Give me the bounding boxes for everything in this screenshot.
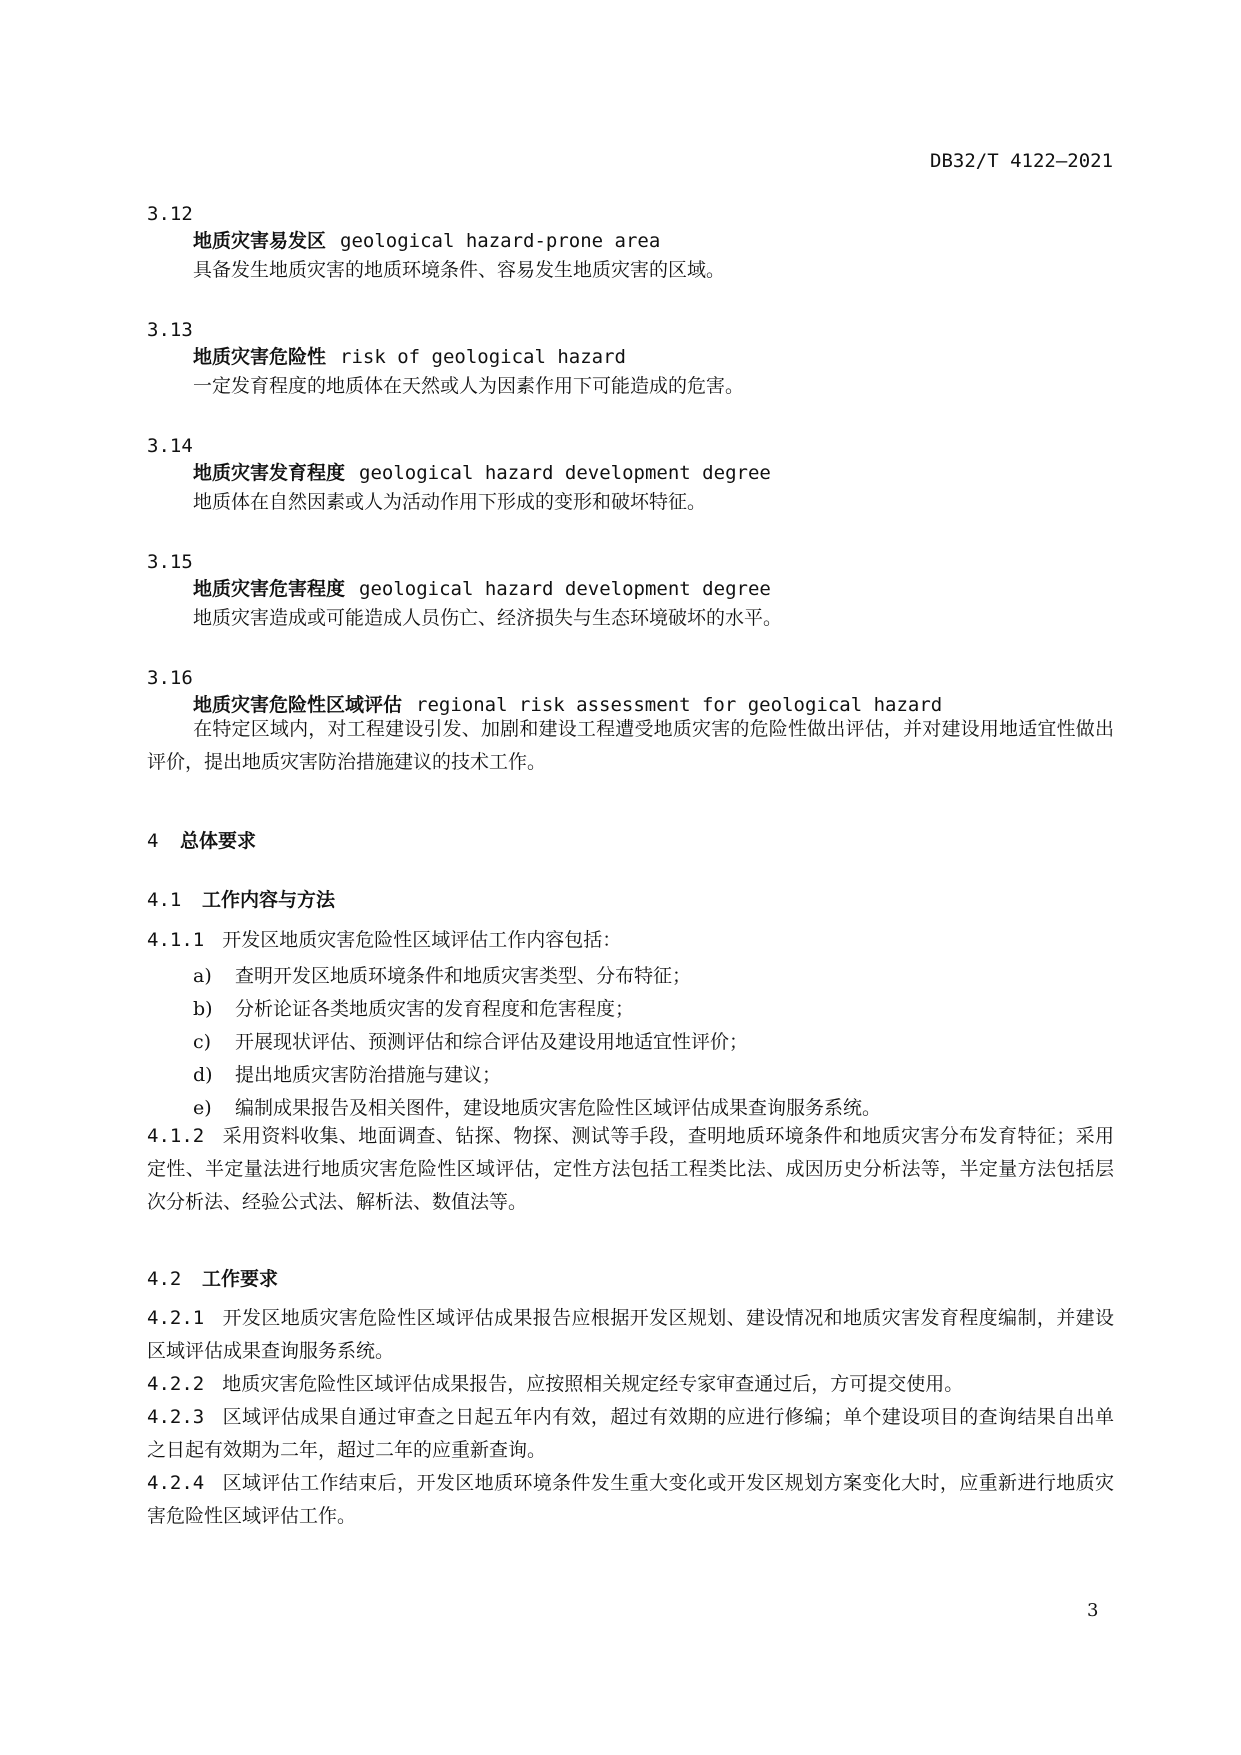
clause: [147, 1120, 1114, 1219]
standard-code: DB32/T 4122—2021: [930, 150, 1114, 172]
section-title: 总体要求: [180, 830, 257, 852]
term-en: geological hazard-prone area: [340, 230, 661, 252]
list-marker: e): [193, 1097, 212, 1119]
section-heading: [147, 826, 256, 853]
term-number: 3.12: [147, 203, 193, 225]
list-marker: b): [193, 998, 213, 1020]
section-number: 4: [147, 830, 159, 852]
clause-number: 4.2.3: [147, 1406, 205, 1428]
list-marker: d): [193, 1064, 213, 1086]
list-text: 提出地质灾害防治措施与建议；: [235, 1064, 502, 1086]
clause: [147, 924, 1114, 957]
clause-number: 4.2.2: [147, 1373, 205, 1395]
clause-number: 4.1.1: [147, 929, 205, 951]
term-title: [193, 574, 771, 601]
clause-text: 采用资料收集、地面调查、钻探、物探、测试等手段，查明地质环境条件和地质灾害分布发育特征；采用定性、半定量法进行地质灾害危险性区域评估，定性方法包括工程类比法、成因历史分析法等，半定量方法包括层次分析法、经验公式法、解析法、数值法等。: [147, 1125, 1114, 1213]
term-definition: 地质灾害造成或可能造成人员伤亡、经济损失与生态环境破坏的水平。: [193, 607, 783, 629]
term-number: 3.15: [147, 551, 193, 573]
subsection-heading: [147, 1264, 278, 1291]
list-marker: a): [193, 965, 212, 987]
subsection-number: 4.1: [147, 889, 182, 911]
term-zh: 地质灾害危险性: [193, 346, 327, 368]
term-number: 3.13: [147, 319, 193, 341]
term-zh: 地质灾害危险性区域评估: [193, 694, 403, 716]
subsection-number: 4.2: [147, 1268, 182, 1290]
list-text: 编制成果报告及相关图件，建设地质灾害危险性区域评估成果查询服务系统。: [235, 1097, 882, 1119]
term-title: [193, 226, 660, 253]
subsection-title: 工作要求: [202, 1268, 279, 1290]
term-definition-text: 在特定区域内，对工程建设引发、加剧和建设工程遭受地质灾害的危险性做出评估，并对建设用地适宜性做出评价，提出地质灾害防治措施建议的技术工作。: [147, 718, 1114, 773]
clause-text: 区域评估成果自通过审查之日起五年内有效，超过有效期的应进行修编；单个建设项目的查询结果自出单之日起有效期为二年，超过二年的应重新查询。: [147, 1406, 1114, 1461]
term-en: risk of geological hazard: [340, 346, 626, 368]
clause-number: 4.1.2: [147, 1125, 205, 1147]
term-definition: 地质体在自然因素或人为活动作用下形成的变形和破坏特征。: [193, 491, 707, 513]
clause: [147, 1302, 1114, 1368]
clause-text: 区域评估工作结束后，开发区地质环境条件发生重大变化或开发区规划方案变化大时，应重新进行地质灾害危险性区域评估工作。: [147, 1472, 1114, 1527]
term-definition: [147, 713, 1114, 779]
clause: [147, 1401, 1114, 1467]
list-item: [193, 1027, 748, 1054]
clause-number: 4.2.1: [147, 1307, 205, 1329]
page-number: 3: [1087, 1600, 1099, 1621]
clause: [147, 1467, 1114, 1533]
term-title: [193, 342, 626, 369]
term-number: 3.16: [147, 667, 193, 689]
list-item: [193, 994, 634, 1021]
list-item: [193, 961, 691, 988]
list-text: 开展现状评估、预测评估和综合评估及建设用地适宜性评价；: [235, 1031, 749, 1053]
list-item: [193, 1093, 881, 1120]
term-en: geological hazard development degree: [359, 578, 771, 600]
list-item: [193, 1060, 501, 1087]
list-marker: c): [193, 1031, 212, 1053]
term-en: geological hazard development degree: [359, 462, 771, 484]
term-number: 3.14: [147, 435, 193, 457]
clause-text: 开发区地质灾害危险性区域评估工作内容包括：: [222, 929, 622, 951]
term-zh: 地质灾害发育程度: [193, 462, 346, 484]
term-zh: 地质灾害危害程度: [193, 578, 346, 600]
term-definition: 一定发育程度的地质体在天然或人为因素作用下可能造成的危害。: [193, 375, 745, 397]
subsection-title: 工作内容与方法: [202, 889, 336, 911]
clause-text: 地质灾害危险性区域评估成果报告，应按照相关规定经专家审查通过后，方可提交使用。: [222, 1373, 964, 1395]
list-text: 分析论证各类地质灾害的发育程度和危害程度；: [235, 998, 635, 1020]
term-definition: 具备发生地质灾害的地质环境条件、容易发生地质灾害的区域。: [193, 259, 726, 281]
subsection-heading: [147, 885, 335, 912]
term-en: regional risk assessment for geological hazard: [416, 694, 943, 716]
term-title: [193, 458, 771, 485]
clause: [147, 1368, 1114, 1401]
term-zh: 地质灾害易发区: [193, 230, 327, 252]
clause-text: 开发区地质灾害危险性区域评估成果报告应根据开发区规划、建设情况和地质灾害发育程度编制，并建设区域评估成果查询服务系统。: [147, 1307, 1114, 1362]
list-text: 查明开发区地质环境条件和地质灾害类型、分布特征；: [235, 965, 692, 987]
clause-number: 4.2.4: [147, 1472, 205, 1494]
